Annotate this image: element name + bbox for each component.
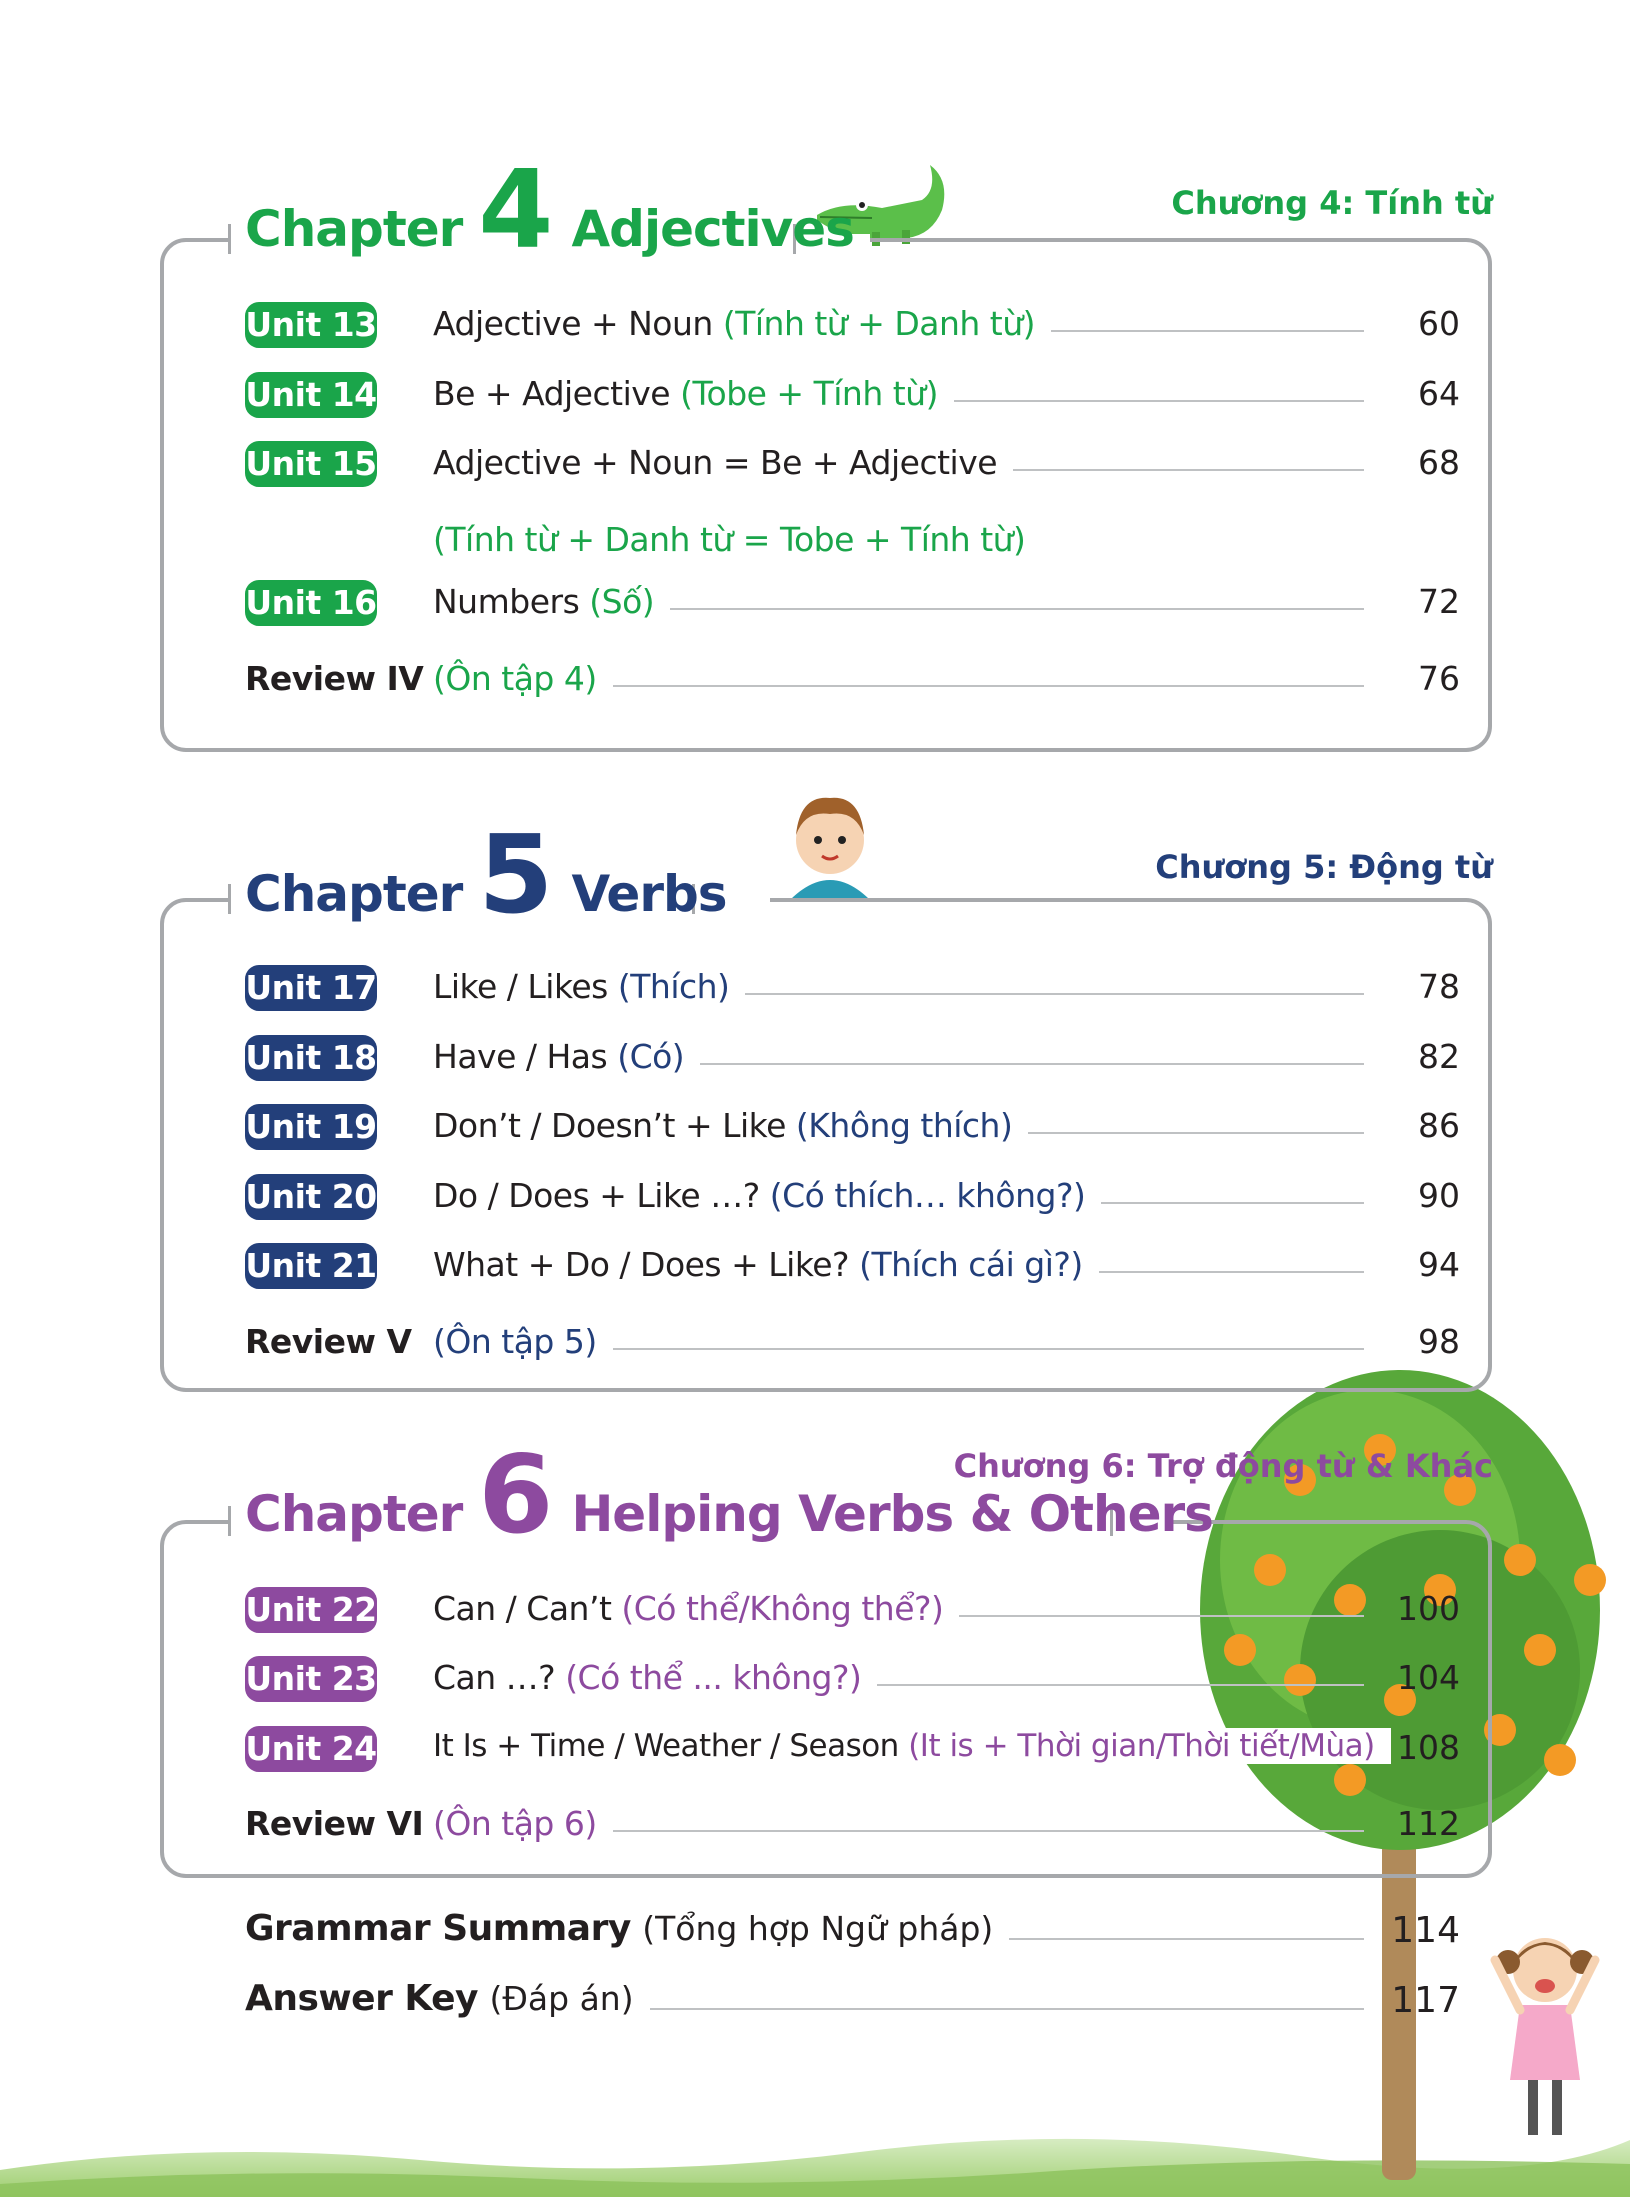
unit-title-vi: (Có) — [617, 1037, 685, 1076]
grammar-summary-title: Grammar Summary (Tổng hợp Ngữ pháp) — [245, 1908, 1009, 1949]
unit-title-vi: (Thích) — [617, 967, 730, 1006]
toc-row-unit-13[interactable] — [245, 300, 1460, 348]
answer-key-title: Answer Key (Đáp án) — [245, 1978, 650, 2019]
unit-title: Can / Can’t (Có thể/Không thể?) — [433, 1589, 959, 1628]
unit-title-vi: (It is + Thời gian/Thời tiết/Mùa) — [908, 1728, 1375, 1764]
toc-row-unit-16[interactable] — [245, 578, 1460, 626]
unit-badge: Unit 13 — [245, 302, 377, 348]
chapter-label: Chapter — [245, 199, 463, 258]
chapter-name: Verbs — [571, 864, 727, 923]
toc-row-unit-21[interactable] — [245, 1241, 1460, 1289]
unit-title: What + Do / Does + Like? (Thích cái gì?) — [433, 1245, 1099, 1284]
review-label: Review VI — [245, 1804, 424, 1843]
page-number: 60 — [1418, 304, 1460, 343]
chapter-name: Adjectives — [571, 199, 854, 258]
unit-title-vi: (Có thể/Không thể?) — [621, 1589, 944, 1628]
unit-title: Like / Likes (Thích) — [433, 967, 745, 1006]
unit-badge: Unit 17 — [245, 965, 377, 1011]
toc-row-unit-20[interactable] — [245, 1172, 1460, 1220]
unit-title: Don’t / Doesn’t + Like (Không thích) — [433, 1106, 1028, 1145]
unit-title-vi: (Thích cái gì?) — [859, 1245, 1083, 1284]
answer-key-title-vi: (Đáp án) — [489, 1979, 634, 2018]
page-number: 108 — [1397, 1728, 1460, 1767]
page-number: 72 — [1418, 582, 1460, 621]
unit-badge: Unit 18 — [245, 1035, 377, 1081]
unit-badge: Unit 22 — [245, 1587, 377, 1633]
unit-badge: Unit 14 — [245, 372, 377, 418]
unit-badge: Unit 23 — [245, 1656, 377, 1702]
chapter-number: 5 — [478, 813, 554, 938]
page-number: 76 — [1418, 659, 1460, 698]
toc-row-review-vi[interactable] — [245, 1800, 1460, 1848]
page-number: 90 — [1418, 1176, 1460, 1215]
unit-badge: Unit 16 — [245, 580, 377, 626]
unit-badge: Unit 20 — [245, 1174, 377, 1220]
boy-illustration — [780, 780, 880, 900]
unit-title: Be + Adjective (Tobe + Tính từ) — [433, 374, 954, 413]
page-number: 117 — [1391, 1980, 1460, 2021]
chapter-6-vn-title: Chương 6: Trợ động từ & Khác — [953, 1447, 1493, 1485]
unit-title-vi: (Số) — [589, 582, 655, 621]
unit-title: Adjective + Noun = Be + Adjective — [433, 443, 1013, 482]
toc-row-unit-17[interactable] — [245, 963, 1460, 1011]
toc-row-unit-23[interactable] — [245, 1654, 1460, 1702]
review-label: Review IV — [245, 659, 424, 698]
page-number: 114 — [1391, 1910, 1460, 1951]
toc-row-unit-19[interactable] — [245, 1102, 1460, 1150]
toc-row-unit-14[interactable] — [245, 370, 1460, 418]
page-number: 98 — [1418, 1322, 1460, 1361]
unit-badge: Unit 24 — [245, 1726, 377, 1772]
toc-row-grammar-summary[interactable] — [245, 1908, 1460, 1960]
chapter-5-heading — [245, 813, 727, 938]
unit-title-vi: (Tính từ + Danh từ) — [722, 304, 1036, 343]
unit-title: Can …? (Có thể ... không?) — [433, 1658, 877, 1697]
chapter-4-heading — [245, 148, 854, 273]
chapter-number: 4 — [478, 148, 554, 273]
page-number: 64 — [1418, 374, 1460, 413]
chapter-5-vn-title: Chương 5: Động từ — [1155, 848, 1493, 886]
toc-row-unit-15-subtitle — [245, 516, 1460, 564]
review-title-vi: (Ôn tập 5) — [433, 1322, 613, 1361]
chapter-number: 6 — [478, 1433, 554, 1558]
page-number: 100 — [1397, 1589, 1460, 1628]
grammar-summary-title-vi: (Tổng hợp Ngữ pháp) — [642, 1909, 994, 1948]
unit-badge: Unit 15 — [245, 441, 377, 487]
unit-title-vi: (Tính từ + Danh từ = Tobe + Tính từ) — [433, 520, 1041, 559]
unit-title: Numbers (Số) — [433, 582, 670, 621]
unit-title: It Is + Time / Weather / Season (It is + Thời gian/Thời tiết/Mùa) — [433, 1728, 1391, 1764]
unit-title: Do / Does + Like …? (Có thích… không?) — [433, 1176, 1101, 1215]
unit-badge: Unit 19 — [245, 1104, 377, 1150]
page-number: 68 — [1418, 443, 1460, 482]
unit-title: Have / Has (Có) — [433, 1037, 700, 1076]
page-number: 78 — [1418, 967, 1460, 1006]
review-title-vi: (Ôn tập 6) — [433, 1804, 613, 1843]
chapter-label: Chapter — [245, 1484, 463, 1543]
chapter-name: Helping Verbs & Others — [571, 1484, 1213, 1543]
page-number: 104 — [1397, 1658, 1460, 1697]
unit-title-vi: (Không thích) — [795, 1106, 1013, 1145]
toc-row-unit-15[interactable] — [245, 439, 1460, 487]
toc-row-review-v[interactable] — [245, 1318, 1460, 1366]
unit-title-vi: (Tobe + Tính từ) — [680, 374, 938, 413]
toc-row-answer-key[interactable] — [245, 1978, 1460, 2030]
unit-badge: Unit 21 — [245, 1243, 377, 1289]
toc-row-unit-24[interactable] — [245, 1724, 1460, 1772]
chapter-label: Chapter — [245, 864, 463, 923]
toc-row-unit-22[interactable] — [245, 1585, 1460, 1633]
unit-title: Adjective + Noun (Tính từ + Danh từ) — [433, 304, 1051, 343]
page-number: 94 — [1418, 1245, 1460, 1284]
page-number: 86 — [1418, 1106, 1460, 1145]
chapter-4-vn-title: Chương 4: Tính từ — [1171, 184, 1493, 222]
page-number: 112 — [1397, 1804, 1460, 1843]
review-label: Review V — [245, 1322, 412, 1361]
review-title-vi: (Ôn tập 4) — [433, 659, 613, 698]
toc-row-unit-18[interactable] — [245, 1033, 1460, 1081]
unit-title-vi: (Có thích… không?) — [769, 1176, 1086, 1215]
page-number: 82 — [1418, 1037, 1460, 1076]
toc-row-review-iv[interactable] — [245, 655, 1460, 703]
girl-illustration — [1490, 1920, 1600, 2150]
unit-title-vi: (Có thể ... không?) — [565, 1658, 862, 1697]
